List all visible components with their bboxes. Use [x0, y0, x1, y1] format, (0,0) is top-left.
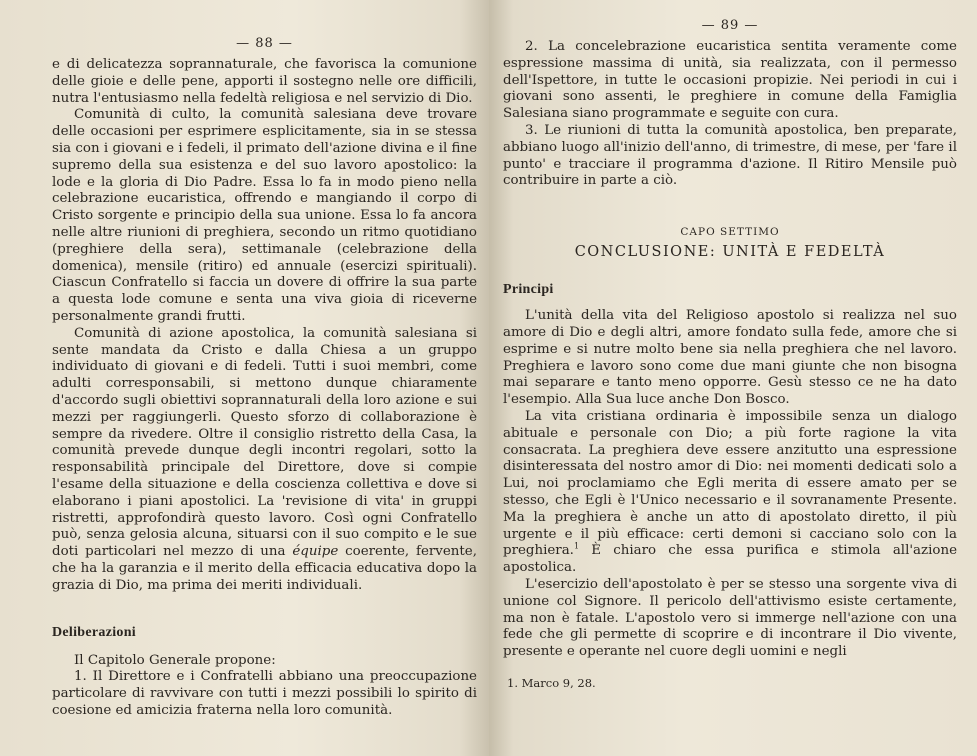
right-page [489, 0, 977, 756]
chapter-label: CAPO SETTIMO [680, 226, 780, 239]
paragraph [503, 409, 957, 577]
page-number: — 88 — [236, 36, 293, 51]
paragraph: L'unità della vita del Religioso apostolo si realizza nel suo amore di Dio e degli altri, amore fondato sulla fede, amore che si esprime e si nutre molto bene sia nella preghiera che nel lavoro. Preghiera e lavoro sono come due mani giunte che non bisogna mai separare e tanto meno opporre. Gesù stesso ce ne ha dato l'esempio. Alla Sua luce anche Don Bosco. [503, 308, 957, 408]
paragraph-text: È chiaro che essa purifica e stimola all'azione apostolica. [503, 543, 957, 576]
chapter-title: CONCLUSIONE: UNITÀ E FEDELTÀ [574, 244, 886, 261]
footnote-mark: 1 [573, 541, 580, 551]
paragraph: Il Capitolo Generale propone: [74, 652, 276, 668]
paragraph: 2. La concelebrazione eucaristica sentita veramente come espressione massima di unità, sia realizzata, con il permesso dell'Ispettore, in tutte le occasioni propizie. Nei periodi in cui i giovani sono assenti, le preghiere in comune della Famiglia Salesiana siano programmate e seguite con cura. [503, 39, 957, 122]
section-heading: Principi [503, 282, 554, 298]
paragraph: 3. Le riunioni di tutta la comunità apostolica, ben preparate, abbiano luogo all'inizio dell'anno, di trimestre, di mese, per 'fare il punto' e tracciare il programma d'azione. Il Ritiro Mensile può contribuire in parte a ciò. [503, 122, 957, 189]
paragraph-text: Comunità di azione apostolica, la comunità salesiana si sente mandata da Cristo e dalla Chiesa a un gruppo individuato di giovani e di fedeli. Tutti i suoi membri, come adulti corresponsabili, si mettono dunque chiaramente d'accordo sugli obiettivi soprannaturali della loro azione e sui mezzi per raggiungerli. Questo sforzo di collaborazione è sempre da rivedere. Oltre il consiglio ristretto della Casa, la comunità prevede dunque degli incontri regolari, sotto la responsabilità principale del Direttore, dove si compie l'esame della situazione e della coscienza collettiva e dove si elaborano i piani apostolici. La 'revisione di vita' in gruppi ristretti, approfondirà questo lavoro. Così ogni Confratello può, senza gelosia alcuna, situarsi con il suo compito e le sue doti particolari nel mezzo di una [52, 325, 477, 560]
page-number: — 89 — [701, 18, 759, 33]
italic-word: équipe [292, 544, 339, 560]
section-heading: Deliberazioni [52, 624, 136, 640]
paragraph-text: La vita cristiana ordinaria è impossibile senza un dialogo abituale e personale con Dio; a più forte ragione la vita consacrata. La preghiera deve essere anzitutto una espressione disinteressata del nostro amor di Dio: nei momenti dedicati solo a Lui, noi proclamiamo che Egli merita di essere amato per se stesso, che Egli è l'Unico necessario e il sovranamente Presente. Ma la preghiera è anche un atto di apostolato diretto, il più urgente e il più efficace: certi demoni si cacciano solo con la preghiera. [503, 408, 957, 559]
paragraph: 1. Il Direttore e i Confratelli abbiano una preoccupazione particolare di ravvivare con tutti i mezzi possibili lo spirito di coesione ed amicizia fraterna nella loro comunità. [52, 669, 477, 718]
paragraph: e di delicatezza soprannaturale, che favorisca la comunione delle gioie e delle pene, apporti il sostegno nelle ore difficili, nutra l'entusiasmo nella fedeltà religiosa e nel servizio di Dio. [52, 57, 477, 106]
paragraph: Comunità di culto, la comunità salesiana deve trovare delle occasioni per esprimere esplicitamente, sia in se stessa sia con i giovani e i fedeli, il primato dell'azione divina e il fine supremo della sua esistenza e del suo lavoro apostolico: la lode e la gloria di Dio Padre. Essa lo fa in modo pieno nella celebrazione eucaristica, offrendo e mangiando il corpo di Cristo sorgente e principio della sua unione. Essa lo fa ancora nelle altre riunioni di preghiera, secondo un ritmo quotidiano (preghiere della sera), settimanale (celebrazione della domenica), mensile (ritiro) ed annuale (esercizi spirituali). Ciascun Confratello si faccia un dovere di offrire la sua parte a questa lode comune e senta una viva gioia di riceverne personalmente grandi frutti. [52, 107, 477, 324]
footnote: 1. Marco 9, 28. [507, 675, 596, 690]
paragraph-text: coerente, fervente, che ha la garanzia e il merito della efficacia educativa dopo la grazia di Dio, ma prima dei meriti individuali. [52, 544, 477, 593]
paragraph [52, 326, 477, 595]
paragraph: L'esercizio dell'apostolato è per se stesso una sorgente viva di unione col Signore. Il pericolo dell'attivismo esiste certamente, ma non è fatale. L'apostolo vero si immerge nell'azione con una fede che gli permette di scoprire e di incontrare il Dio vivente, presente e operante nel cuore degli uomini e negli [503, 576, 957, 660]
